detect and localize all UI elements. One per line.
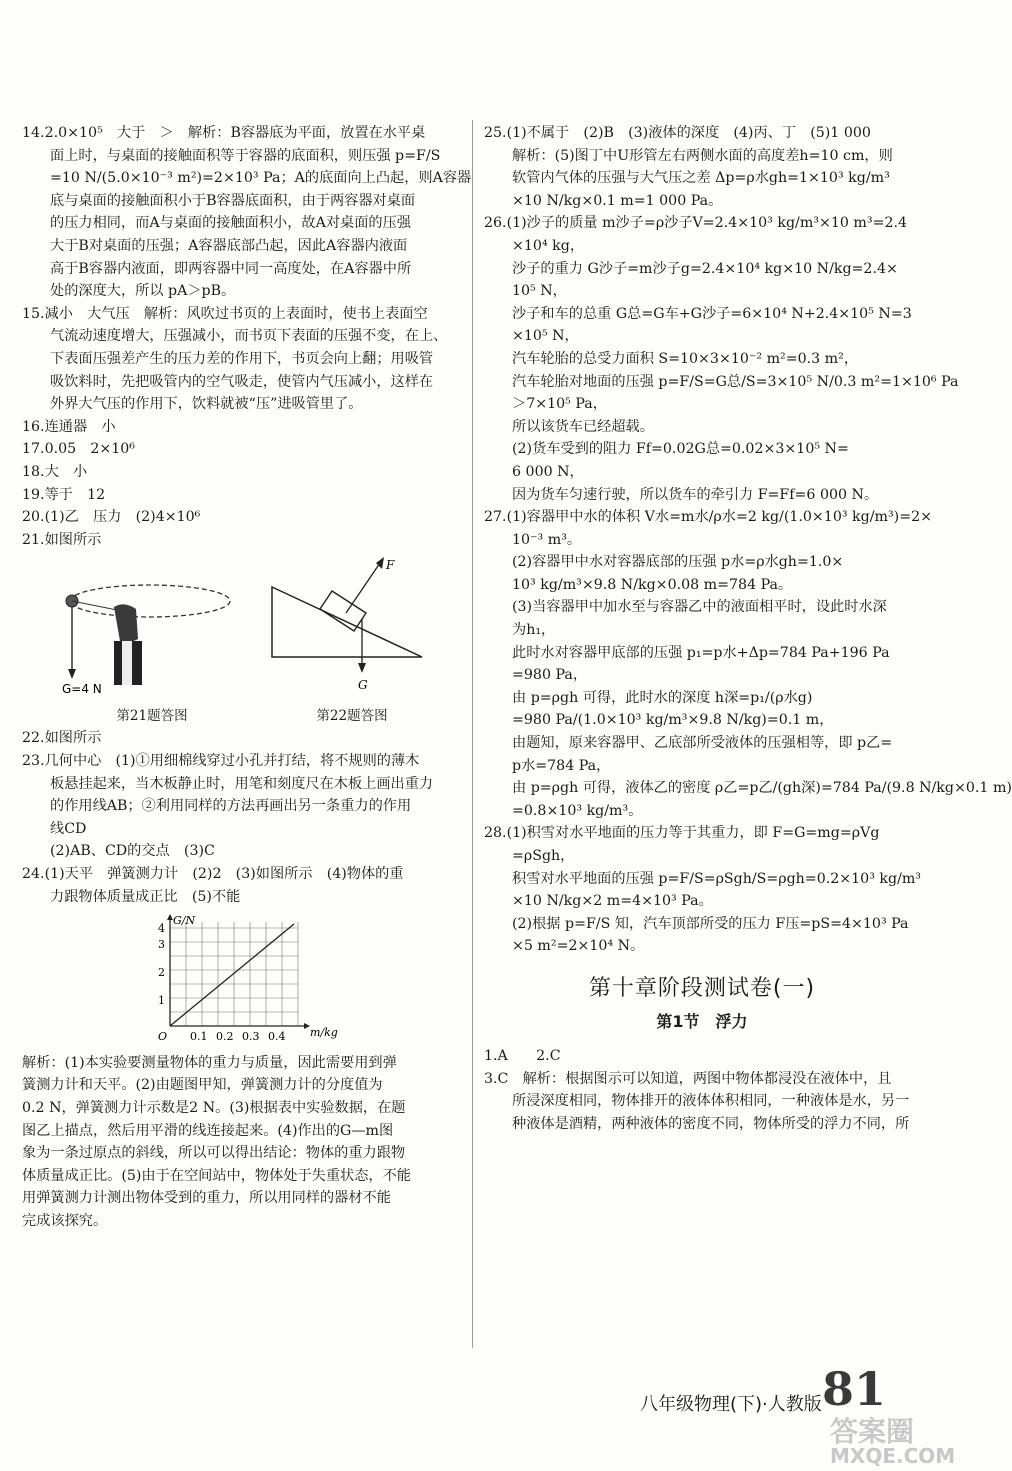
text-line: 0.2 N，弹簧测力计示数是2 N。(3)根据表中实验数据，在题 xyxy=(22,1100,406,1116)
page-number: 81 xyxy=(822,1362,887,1416)
figure-21-caption: 第21题答图 xyxy=(116,707,188,724)
text-line: ×10 N/kg×2 m=4×10³ Pa。 xyxy=(512,893,713,910)
orbit-diagram xyxy=(62,557,242,697)
text-line: 种液体是酒精，两种液体的密度不同，物体所受的浮力不同，所 xyxy=(512,1115,910,1132)
text-line: 的作用线AB；②利用同样的方法再画出另一条重力的作用 xyxy=(50,798,412,815)
section-title: 第1节 浮力 xyxy=(656,1011,748,1031)
column-divider xyxy=(472,120,473,1348)
text-line: (3)当容器甲中加水至与容器乙中的液面相平时，设此时水深 xyxy=(512,599,887,616)
question-14 xyxy=(22,122,472,303)
text-line: 由 p=ρgh 可得，液体乙的密度 ρ乙=p乙/(gh深)=784 Pa/(9.8 N/kg×0.1 m) xyxy=(512,780,1012,797)
text-line: ×10⁴ kg， xyxy=(512,237,585,254)
text-line: (2)货车受到的阻力 Ff=0.02G总=0.02×3×10⁵ N= xyxy=(512,441,849,458)
text-line: 底与桌面的接触面积小于B容器底面积，由于两容器对桌面 xyxy=(50,192,416,209)
short-answers xyxy=(22,416,460,552)
incline-diagram xyxy=(262,557,442,697)
question-25 xyxy=(484,122,920,212)
figure-21 xyxy=(62,557,242,727)
text-line: 所以该货车已经超载。 xyxy=(512,418,654,435)
text-line: 面上时，与桌面的接触面积等于容器的底面积，则压强 p=F/S xyxy=(50,147,441,164)
text-line: ×10 N/kg×0.1 m=1 000 Pa。 xyxy=(512,192,723,209)
figure-22 xyxy=(262,557,442,727)
text-line: 所浸深度相同，物体排开的液体体积相同，一种液体是水，另一 xyxy=(512,1093,910,1110)
text-line: 沙子和车的总重 G总=G车+G沙子=6×10⁴ N+2.4×10⁵ N=3 xyxy=(512,305,912,322)
text-line: 27.(1)容器甲中水的体积 V水=m水/ρ水=2 kg/(1.0×10³ kg/m³)=2× xyxy=(484,509,932,526)
chapter-title: 第十章阶段测试卷(一) xyxy=(588,975,816,1001)
text-line: 由题知，原来容器甲、乙底部所受液体的压强相等，即 p乙= xyxy=(512,735,893,752)
text-line: 因为货车匀速行驶，所以货车的牵引力 F=Ff=6 000 N。 xyxy=(512,486,879,503)
text-line: =0.8×10³ kg/m³。 xyxy=(512,802,643,819)
text-line: 下表面压强差产生的压力差的作用下，书页会向上翻；用吸管 xyxy=(50,350,434,367)
text-line: 汽车轮胎的总受力面积 S=10×3×10⁻² m²=0.3 m²， xyxy=(512,350,859,367)
text-line: 用弹簧测力计测出物体受到的重力，所以用同样的器材不能 xyxy=(22,1190,391,1207)
text-line: 25.(1)不属于 (2)B (3)液体的深度 (4)丙、丁 (5)1 000 xyxy=(484,125,871,141)
weight-label: G=4 N xyxy=(62,682,102,697)
y-tick: 2 xyxy=(158,966,165,980)
text-line: 此时水对容器甲底部的压强 p₁=p水+Δp=784 Pa+196 Pa xyxy=(512,644,890,661)
text-line: 吸饮料时，先把吸管内的空气吸走，使管内气压减小，这样在 xyxy=(50,373,434,390)
question-24-analysis xyxy=(22,1052,460,1233)
answer-line: 16.连通器 小 xyxy=(22,418,116,435)
text-line: (2)AB、CD的交点 (3)C xyxy=(50,843,215,860)
y-tick: 1 xyxy=(158,994,165,1008)
text-line: 高于B容器内液面，即两容器中同一高度处，在A容器中所 xyxy=(50,260,412,277)
text-line: 线CD xyxy=(50,820,87,837)
right-column xyxy=(484,122,1012,1136)
text-line: 软管内气体的压强与大气压之差 Δp=ρ水gh=1×10³ kg/m³ xyxy=(512,170,890,187)
text-line: =10 N/(5.0×10⁻³ m²)=2×10³ Pa；A的底面向上凸起，则A容器 xyxy=(50,170,472,187)
text-line: ×10⁵ N， xyxy=(512,328,579,345)
text-line: =980 Pa/(1.0×10³ kg/m³×9.8 N/kg)=0.1 m， xyxy=(512,712,834,729)
x-tick: 0.1 xyxy=(190,1030,208,1044)
text-line: 6 000 N， xyxy=(512,463,584,480)
text-line: ＞7×10⁵ Pa， xyxy=(512,396,607,413)
figures-21-22 xyxy=(62,557,442,727)
text-line: 大于B对桌面的压强；A容器底部凸起，因此A容器内液面 xyxy=(50,237,408,254)
x-tick: 0.3 xyxy=(242,1030,260,1044)
text-line: ×5 m²=2×10⁴ N。 xyxy=(512,938,645,955)
y-tick: 3 xyxy=(158,938,165,952)
text-line: 簧测力计和天平。(2)由题图甲知，弹簧测力计的分度值为 xyxy=(22,1077,383,1094)
figure-22-caption: 第22题答图 xyxy=(316,707,388,724)
answer-line: 20.(1)乙 压力 (2)4×10⁶ xyxy=(22,509,201,526)
text-line: 为h₁， xyxy=(512,622,556,639)
text-line: 处的深度大，所以 pA＞pB。 xyxy=(50,283,236,300)
text-line: 板悬挂起来，当木板静止时，用笔和刻度尺在木板上画出重力 xyxy=(50,775,434,792)
text-line: 22.如图所示 xyxy=(22,730,102,747)
question-27 xyxy=(484,506,1012,822)
book-label: 八年级物理(下)·人教版 xyxy=(640,1394,822,1415)
text-line: 沙子的重力 G沙子=m沙子g=2.4×10⁴ kg×10 N/kg=2.4× xyxy=(512,260,898,277)
text-line: 15.减小 大气压 解析：风吹过书页的上表面时，使书上表面空 xyxy=(22,305,428,322)
y-tick: 4 xyxy=(158,922,165,936)
answer-line: 17.0.05 2×10⁶ xyxy=(22,441,135,458)
text-line: 14.2.0×10⁵ 大于 ＞ 解析：B容器底为平面，放置在水平桌 xyxy=(22,125,426,141)
question-15 xyxy=(22,303,460,416)
text-line: 10⁻³ m³。 xyxy=(512,531,582,548)
questions-1-3 xyxy=(484,1045,920,1135)
graph-ylabel: G/N xyxy=(173,914,196,928)
text-line: 气流动速度增大，压强减小，而书页下表面的压强不变，在上、 xyxy=(50,328,448,345)
text-line: 图乙上描点，然后用平滑的线连接起来。(4)作出的G—m图 xyxy=(22,1122,394,1139)
force-f-label: F xyxy=(386,558,395,573)
text-line: 由 p=ρgh 可得，此时水的深度 h深=p₁/(ρ水g) xyxy=(512,689,813,706)
question-28 xyxy=(484,822,920,958)
text-line: =ρSgh， xyxy=(512,848,575,864)
text-line: 汽车轮胎对地面的压强 p=F/S=G总/S=3×10⁵ N/0.3 m²=1×10⁶ Pa xyxy=(512,373,959,390)
g-m-graph xyxy=(150,914,460,1052)
text-line: 1.A 2.C xyxy=(484,1048,561,1065)
answer-line: 18.大 小 xyxy=(22,463,88,480)
text-line: 完成该探究。 xyxy=(22,1212,108,1229)
answer-line: 19.等于 12 xyxy=(22,486,106,503)
text-line: 24.(1)天平 弹簧测力计 (2)2 (3)如图所示 (4)物体的重 xyxy=(22,866,404,883)
g-m-graph-svg xyxy=(150,914,340,1044)
x-tick: 0.4 xyxy=(268,1030,286,1044)
text-line: 10⁵ N， xyxy=(512,283,567,300)
text-line: 解析：(5)图丁中U形管左右两侧水面的高度差h=10 cm，则 xyxy=(512,147,893,164)
text-line: p水=784 Pa， xyxy=(512,757,611,774)
questions-22-23 xyxy=(22,727,460,863)
answer-line: 21.如图所示 xyxy=(22,531,102,548)
watermark-logo: 答案圈 xyxy=(830,1415,915,1448)
text-line: 积雪对水平地面的压强 p=F/S=ρSgh/S=ρgh=0.2×10³ kg/m³ xyxy=(512,870,921,887)
x-tick: 0.2 xyxy=(216,1030,234,1044)
text-line: 外界大气压的作用下，饮料就被“压”进吸管里了。 xyxy=(50,396,363,413)
proportional-line xyxy=(170,924,294,1026)
text-line: =980 Pa， xyxy=(512,667,588,684)
graph-origin: O xyxy=(158,1030,168,1044)
text-line: 体质量成正比。(5)由于在空间站中，物体处于失重状态，不能 xyxy=(22,1167,411,1184)
left-column xyxy=(22,122,472,1233)
graph-xlabel: m/kg xyxy=(310,1026,338,1040)
text-line: 的压力相同，而A与桌面的接触面积小，故A对桌面的压强 xyxy=(50,215,411,232)
text-line: 28.(1)积雪对水平地面的压力等于其重力，即 F=G=mg=ρVg xyxy=(484,825,880,842)
text-line: 3.C 解析：根据图示可以知道，两图中物体都浸没在液体中，且 xyxy=(484,1070,892,1087)
text-line: 象为一条过原点的斜线，所以可以得出结论：物体的重力跟物 xyxy=(22,1145,406,1162)
text-line: 26.(1)沙子的质量 m沙子=ρ沙子V=2.4×10³ kg/m³×10 m³=2.4 xyxy=(484,215,908,232)
text-line: 力跟物体质量成正比 (5)不能 xyxy=(50,888,241,905)
text-line: (2)容器甲中水对容器底部的压强 p水=ρ水gh=1.0× xyxy=(512,554,844,571)
question-24 xyxy=(22,863,460,908)
question-26 xyxy=(484,212,959,506)
watermark-url: MXQE.COM xyxy=(830,1444,956,1468)
text-line: (2)根据 p=F/S 知，汽车顶部所受的压力 F压=pS=4×10³ Pa xyxy=(512,915,909,932)
force-g-label: G xyxy=(358,678,368,693)
text-line: 23.几何中心 (1)①用细棉线穿过小孔并打结，将不规则的薄木 xyxy=(22,753,420,770)
text-line: 10³ kg/m³×9.8 N/kg×0.08 m=784 Pa。 xyxy=(512,576,793,593)
text-line: 解析：(1)本实验要测量物体的重力与质量，因此需要用到弹 xyxy=(22,1054,397,1071)
